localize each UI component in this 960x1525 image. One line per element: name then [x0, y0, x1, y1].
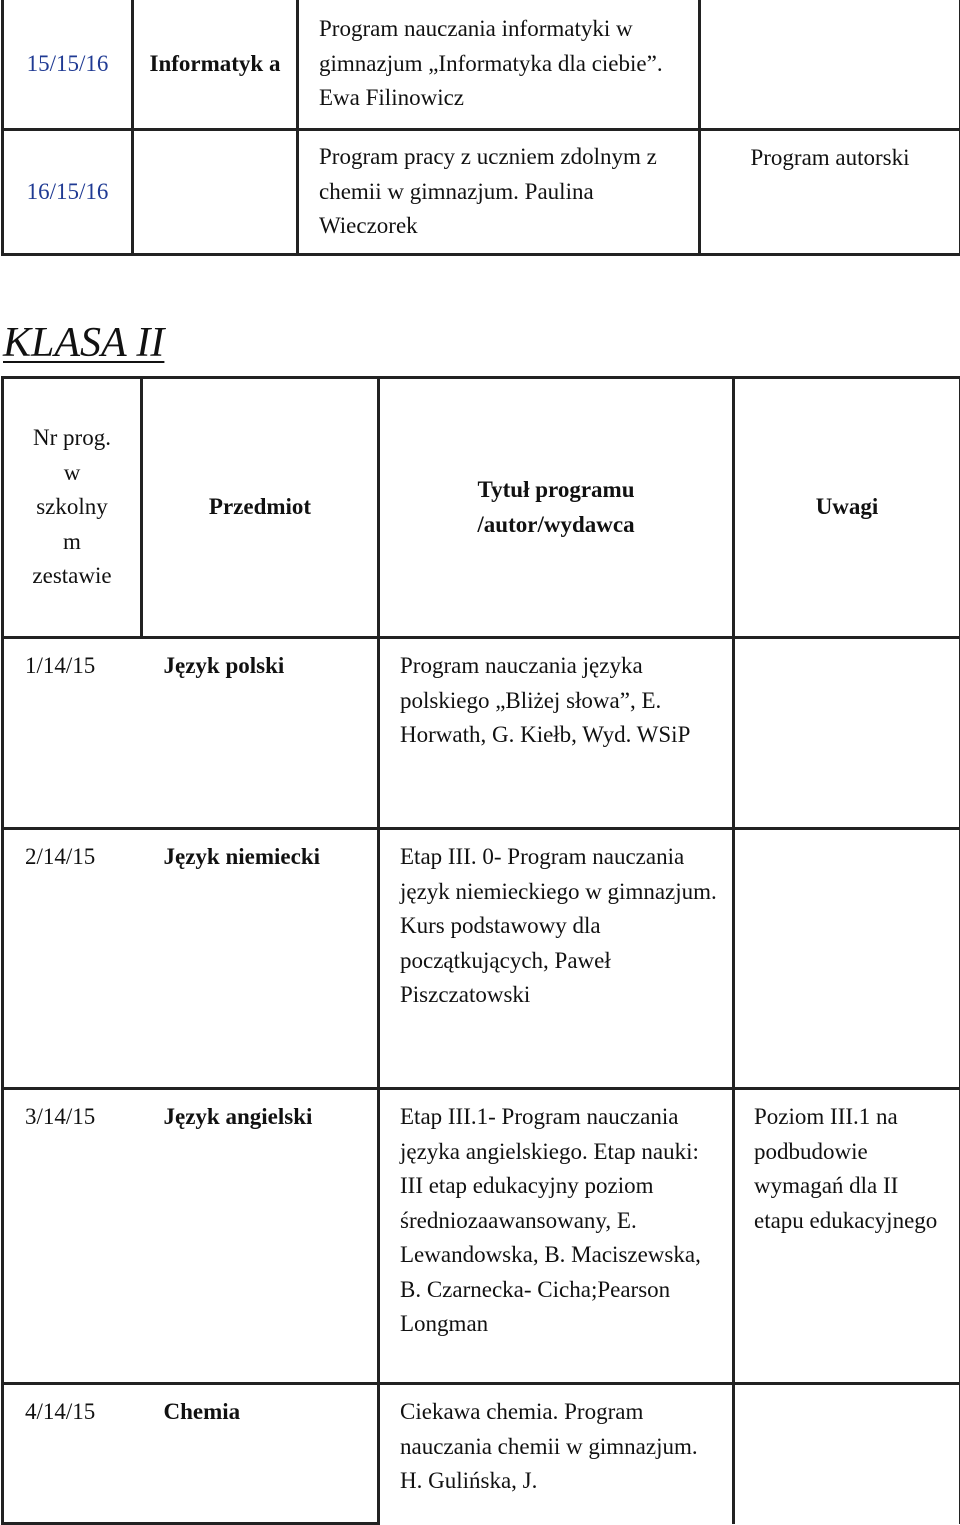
program-title-cell	[379, 1384, 734, 1524]
header-program-number	[3, 378, 142, 638]
subject-cell	[142, 638, 379, 829]
subject-cell	[133, 130, 298, 255]
program-number-cell	[3, 638, 142, 829]
program-title-cell	[298, 0, 700, 130]
table-row	[3, 0, 960, 130]
notes-cell	[734, 638, 960, 829]
program-number-cell	[3, 0, 133, 130]
notes-text: Program autorski	[750, 145, 909, 170]
program-title: Ciekawa chemia. Program nauczania chemii w gimnazjum. H. Gulińska, J.	[400, 1399, 698, 1493]
program-number: 2/14/15	[25, 844, 95, 869]
subject-cell	[133, 0, 298, 130]
program-title: Program pracy z uczniem zdolnym z chemii w gimnazjum. Paulina Wieczorek	[319, 144, 657, 238]
program-title: Etap III.1- Program nauczania języka angielskiego. Etap nauki: III etap edukacyjny poziom średniozaawansowany, E. Lewandowska, B. Maciszewska, B. Czarnecka- Cicha;Pearson Longman	[400, 1104, 701, 1336]
program-title-cell	[379, 829, 734, 1089]
program-table-continued	[1, 0, 960, 256]
table-row	[3, 829, 960, 1089]
header-label: Tytuł programu /autor/wydawca	[477, 477, 634, 537]
subject-name: Język polski	[164, 653, 285, 678]
program-number-cell	[3, 130, 133, 255]
header-label: Uwagi	[816, 494, 879, 519]
subject-name: Język niemiecki	[164, 844, 321, 869]
program-number: 15/15/16	[27, 51, 109, 76]
subject-name: Informatyk a	[150, 51, 281, 76]
header-notes	[734, 378, 960, 638]
program-number: 16/15/16	[27, 179, 109, 204]
subject-cell	[142, 1384, 379, 1524]
program-title: Program nauczania informatyki w gimnazjum „Informatyka dla ciebie”. Ewa Filinowicz	[319, 16, 663, 110]
table-row	[3, 1384, 960, 1524]
program-number-cell	[3, 1089, 142, 1384]
program-title-cell	[298, 130, 700, 255]
table-header-row	[3, 378, 960, 638]
table-row	[3, 130, 960, 255]
notes-cell	[734, 1089, 960, 1384]
table-row	[3, 638, 960, 829]
subject-name: Język angielski	[164, 1104, 313, 1129]
program-number: 4/14/15	[25, 1399, 95, 1424]
program-number: 1/14/15	[25, 653, 95, 678]
program-table-klasa-ii	[1, 376, 960, 1525]
header-label: Przedmiot	[209, 494, 311, 519]
header-label: Nr prog. w szkolny m zestawie	[32, 425, 111, 588]
program-number-cell	[3, 1384, 142, 1524]
notes-cell	[700, 130, 960, 255]
header-subject	[142, 378, 379, 638]
program-title-cell	[379, 638, 734, 829]
program-title-cell	[379, 1089, 734, 1384]
program-number-cell	[3, 829, 142, 1089]
notes-cell	[734, 1384, 960, 1524]
notes-text: Poziom III.1 na podbudowie wymagań dla II etapu edukacyjnego	[754, 1104, 937, 1233]
program-number: 3/14/15	[25, 1104, 95, 1129]
table-row	[3, 1089, 960, 1384]
subject-cell	[142, 1089, 379, 1384]
program-title: Etap III. 0- Program nauczania język niemieckiego w gimnazjum. Kurs podstawowy dla początkujących, Paweł Piszczatowski	[400, 844, 717, 1007]
section-heading: KLASA II	[3, 318, 164, 368]
program-title: Program nauczania języka polskiego „Bliżej słowa”, E. Horwath, G. Kiełb, Wyd. WSiP	[400, 653, 690, 747]
subject-cell	[142, 829, 379, 1089]
notes-cell	[700, 0, 960, 130]
header-title	[379, 378, 734, 638]
notes-cell	[734, 829, 960, 1089]
subject-name: Chemia	[164, 1399, 241, 1424]
